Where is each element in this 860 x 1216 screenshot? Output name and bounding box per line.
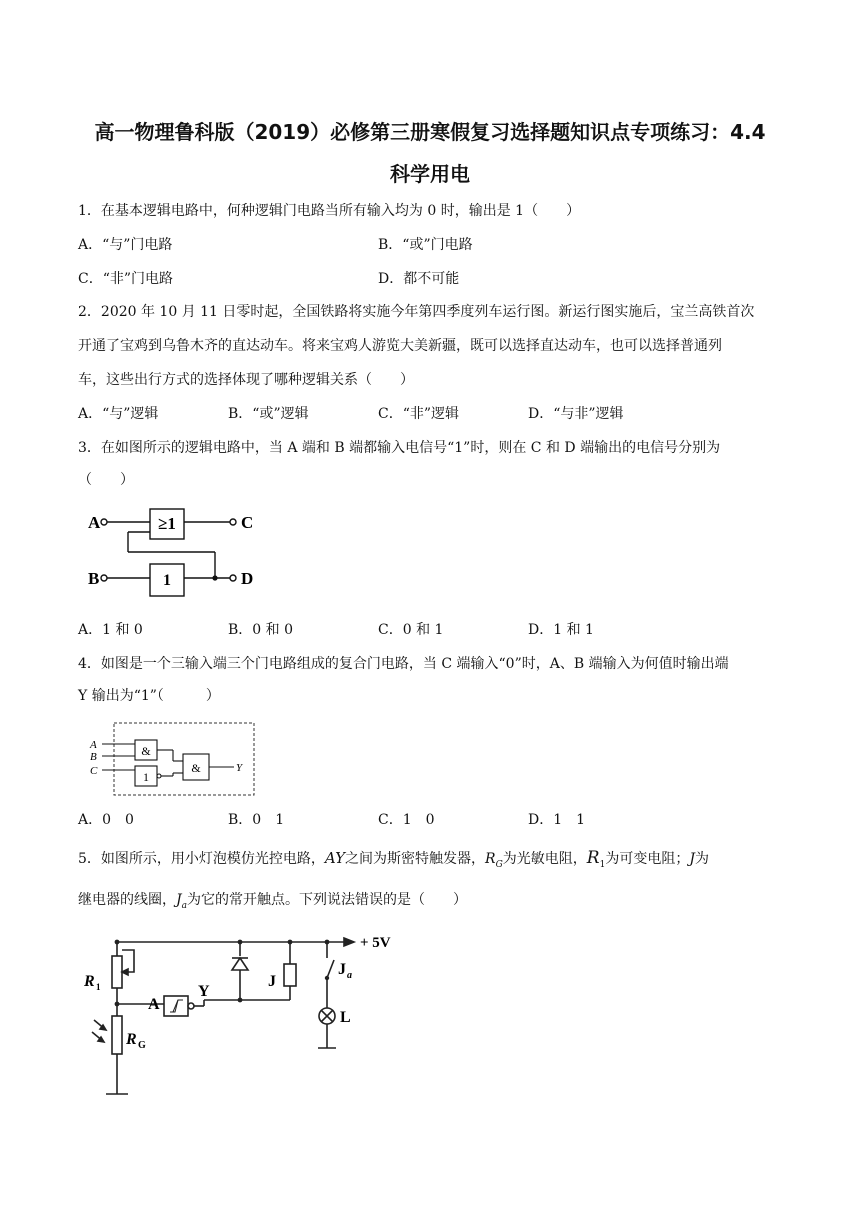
q5-fig-j-label: J bbox=[268, 973, 276, 990]
q3-option-a: A．1 和 0 bbox=[78, 622, 143, 638]
q3-or-gate-symbol: ≥1 bbox=[158, 514, 176, 533]
q5-fig-ja-subscript: a bbox=[347, 970, 352, 981]
q5-stem-part-e: 为 bbox=[694, 851, 709, 867]
q4-and-gate-1-symbol: & bbox=[141, 744, 151, 758]
q5-ja-subscript: a bbox=[181, 900, 187, 911]
q5-fig-ja-label: J bbox=[338, 961, 346, 978]
q4-and-gate-2-symbol: & bbox=[191, 761, 201, 775]
q5-ay-symbol: AY bbox=[324, 849, 346, 867]
q4-input-c-label: C bbox=[90, 765, 98, 777]
q2-stem-line-1: 2．2020 年 10 月 11 日零时起，全国铁路将实施今年第四季度列车运行图。新运行图实施后，宝兰高铁首次 bbox=[78, 304, 755, 320]
q3-output-d-label: D bbox=[241, 569, 254, 588]
q3-logic-circuit-figure bbox=[80, 502, 280, 602]
q4-input-b-label: B bbox=[90, 751, 97, 763]
q3-option-d: D．1 和 1 bbox=[528, 622, 594, 638]
q4-not-gate-symbol: 1 bbox=[143, 770, 149, 784]
q1-option-d: D．都不可能 bbox=[378, 271, 460, 287]
q5-r1-symbol: R bbox=[586, 848, 600, 868]
q5-stem-part-c: 为光敏电阻， bbox=[502, 851, 587, 867]
q5-fig-rg-subscript: G bbox=[138, 1040, 146, 1051]
q2-option-a: A．“与”逻辑 bbox=[78, 406, 159, 422]
q4-option-d: D．1 1 bbox=[528, 812, 586, 828]
q4-option-c: C．1 0 bbox=[378, 812, 435, 828]
q3-input-b-label: B bbox=[88, 569, 100, 588]
q5-light-control-circuit-figure bbox=[82, 930, 412, 1105]
q4-option-b: B．0 1 bbox=[228, 812, 285, 828]
q1-option-a: A．“与”门电路 bbox=[78, 237, 173, 253]
q5-fig-lamp-label: L bbox=[340, 1009, 351, 1026]
q5-supply-label: + 5V bbox=[360, 935, 391, 951]
q5-r1-subscript: 1 bbox=[599, 859, 606, 870]
q5-fig-y-label: Y bbox=[198, 983, 210, 1000]
q4-output-y-label: Y bbox=[236, 762, 243, 774]
q3-option-b: B．0 和 0 bbox=[228, 622, 294, 638]
q3-option-c: C．0 和 1 bbox=[378, 622, 444, 638]
q5-ja-symbol: J bbox=[176, 892, 182, 908]
q5-stem-part-a: 5．如图所示，用小灯泡模仿光控电路， bbox=[78, 851, 325, 867]
q5-fig-r1-subscript: 1 bbox=[96, 982, 101, 992]
q4-stem-line-1: 4．如图是一个三输入端三个门电路组成的复合门电路，当 C 端输入“0”时，A、B 端输入为何值时输出端 bbox=[78, 656, 729, 672]
q3-stem-line-1: 3．在如图所示的逻辑电路中，当 A 端和 B 端都输入电信号“1”时，则在 C 和 D 端输出的电信号分别为 bbox=[78, 440, 721, 456]
document-title-line-2: 科学用电 bbox=[390, 162, 470, 186]
q3-not-gate-symbol: 1 bbox=[163, 572, 171, 589]
q5-fig-rg-label: R bbox=[126, 1031, 137, 1048]
q5-rg-symbol: R bbox=[485, 851, 496, 867]
q4-composite-gate-figure bbox=[88, 720, 258, 800]
q5-j-symbol: J bbox=[689, 851, 695, 867]
q2-stem-line-3: 车，这些出行方式的选择体现了哪种逻辑关系（ ） bbox=[78, 372, 414, 388]
q5-stem-line2-part-a: 继电器的线圈， bbox=[78, 892, 176, 908]
q3-input-a-label: A bbox=[88, 513, 101, 532]
q5-stem-line2-part-b: 为它的常开触点。下列说法错误的是（ ） bbox=[187, 892, 467, 908]
q1-option-b: B．“或”门电路 bbox=[378, 237, 473, 253]
q4-option-a: A．0 0 bbox=[78, 812, 134, 828]
q5-rg-subscript: G bbox=[495, 859, 503, 870]
q5-stem-line-2 bbox=[78, 890, 788, 916]
q2-option-d: D．“与非”逻辑 bbox=[528, 406, 624, 422]
q4-stem-line-2: Y 输出为“1”（ ） bbox=[78, 688, 220, 704]
q1-stem: 1．在基本逻辑电路中，何种逻辑门电路当所有输入均为 0 时，输出是 1（ ） bbox=[78, 203, 581, 219]
q5-fig-a-label: A bbox=[148, 996, 160, 1013]
q2-stem-line-2: 开通了宝鸡到乌鲁木齐的直达动车。将来宝鸡人游览大美新疆，既可以选择直达动车，也可以选择普通列 bbox=[78, 338, 722, 354]
document-title-line-1: 高一物理鲁科版（2019）必修第三册寒假复习选择题知识点专项练习：4.4 bbox=[94, 120, 766, 144]
q3-stem-line-2: （ ） bbox=[78, 472, 134, 488]
q5-fig-r1-label: R bbox=[84, 973, 95, 990]
q2-option-c: C．“非”逻辑 bbox=[378, 406, 460, 422]
q5-stem-line-1 bbox=[78, 848, 788, 875]
q3-output-c-label: C bbox=[241, 513, 254, 532]
q5-stem-part-d: 为可变电阻； bbox=[605, 851, 690, 867]
q2-option-b: B．“或”逻辑 bbox=[228, 406, 309, 422]
q5-stem-part-b: 之间为斯密特触发器， bbox=[345, 851, 486, 867]
q4-input-a-label: A bbox=[90, 739, 97, 751]
q1-option-c: C．“非”门电路 bbox=[78, 271, 174, 287]
